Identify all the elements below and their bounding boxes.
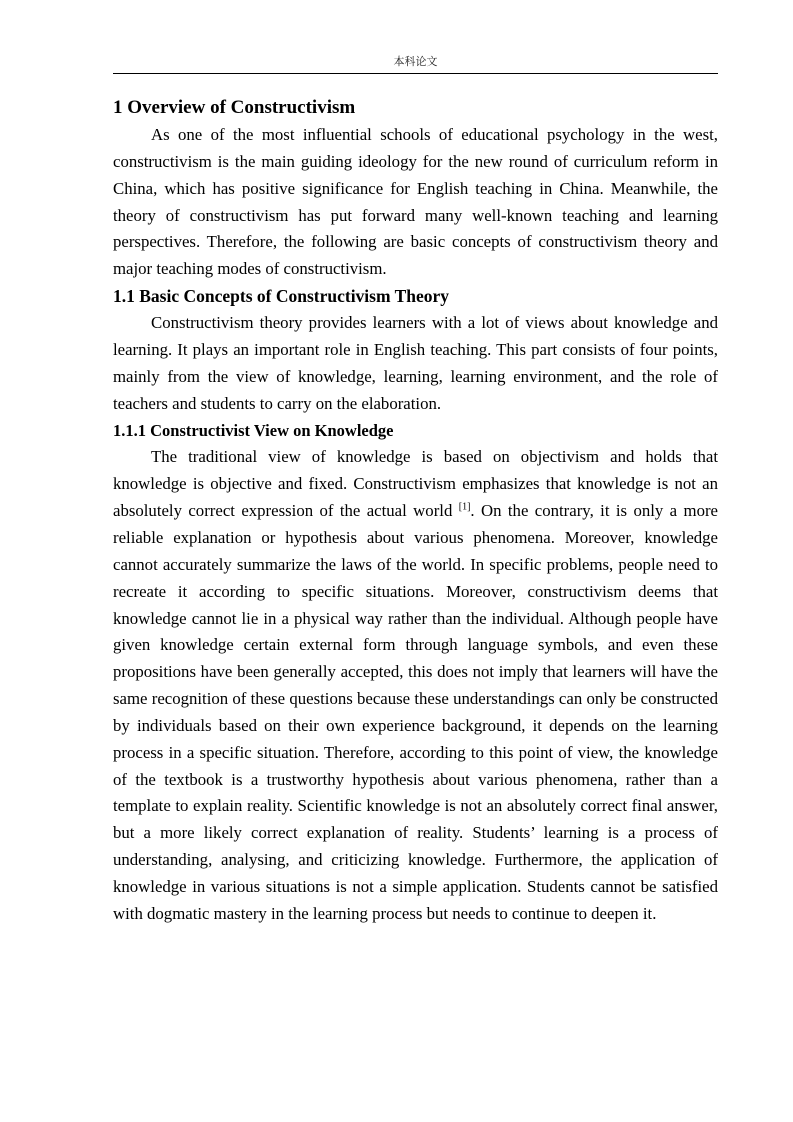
section-heading-1: 1 Overview of Constructivism bbox=[113, 97, 356, 118]
paragraph-text-part-2: . On the contrary, it is only a more reliable explanation or hypothesis about various phenomena. Moreover, knowledge cannot accurately summarize the laws of the world. In specific problems, people need to recreate it according to specific situations. Moreover, constructivism deems that knowledge cannot lie in a physical way rather than the individual. Although people have given knowledge certain external form through language symbols, and even these propositions have been generally accepted, this does not imply that learners will have the same recognition of these questions because these understandings can only be constructed by individuals based on their own experience background, it depends on the learning process in a specific situation. Therefore, according to this point of view, the knowledge of the textbook is a trustworthy hypothesis about various phenomena, rather than a template to explain reality. Scientific knowledge is not an absolutely correct final answer, but a more likely correct explanation of reality. Students’ learning is a process of understanding, analysing, and criticizing knowledge. Furthermore, the application of knowledge in various situations is not a simple application. Students cannot be satisfied with dogmatic mastery in the learning process but needs to continue to deepen it. bbox=[113, 501, 719, 923]
section-1-1-1-paragraph bbox=[113, 444, 718, 927]
section-heading-1-1-1: 1.1.1 Constructivist View on Knowledge bbox=[113, 421, 394, 441]
section-1-paragraph: As one of the most influential schools of educational psychology in the west, constructivism is the main guiding ideology for the new round of curriculum reform in China, which has positive significance for English teaching in China. Meanwhile, the theory of constructivism has put forward many well-known teaching and learning perspectives. Therefore, the following are basic concepts of constructivism theory and major teaching modes of constructivism. bbox=[113, 125, 718, 279]
paragraph-text-part-1: The traditional view of knowledge is based on objectivism and holds that knowledge is objective and fixed. Constructivism emphasizes that knowledge is not an absolutely correct expression of the actual world bbox=[113, 447, 718, 521]
section-1-1-paragraph: Constructivism theory provides learners with a lot of views about knowledge and learning. It plays an important role in English teaching. This part consists of four points, mainly from the view of knowledge, learning, learning environment, and the role of teachers and students to carry on the elaboration. bbox=[113, 313, 718, 413]
section-heading-1-1: 1.1 Basic Concepts of Constructivism Theory bbox=[113, 286, 450, 307]
header-rule bbox=[113, 73, 718, 74]
citation-marker: [1] bbox=[458, 501, 471, 513]
running-header: 本科论文 bbox=[393, 55, 438, 68]
page-body bbox=[113, 94, 718, 928]
